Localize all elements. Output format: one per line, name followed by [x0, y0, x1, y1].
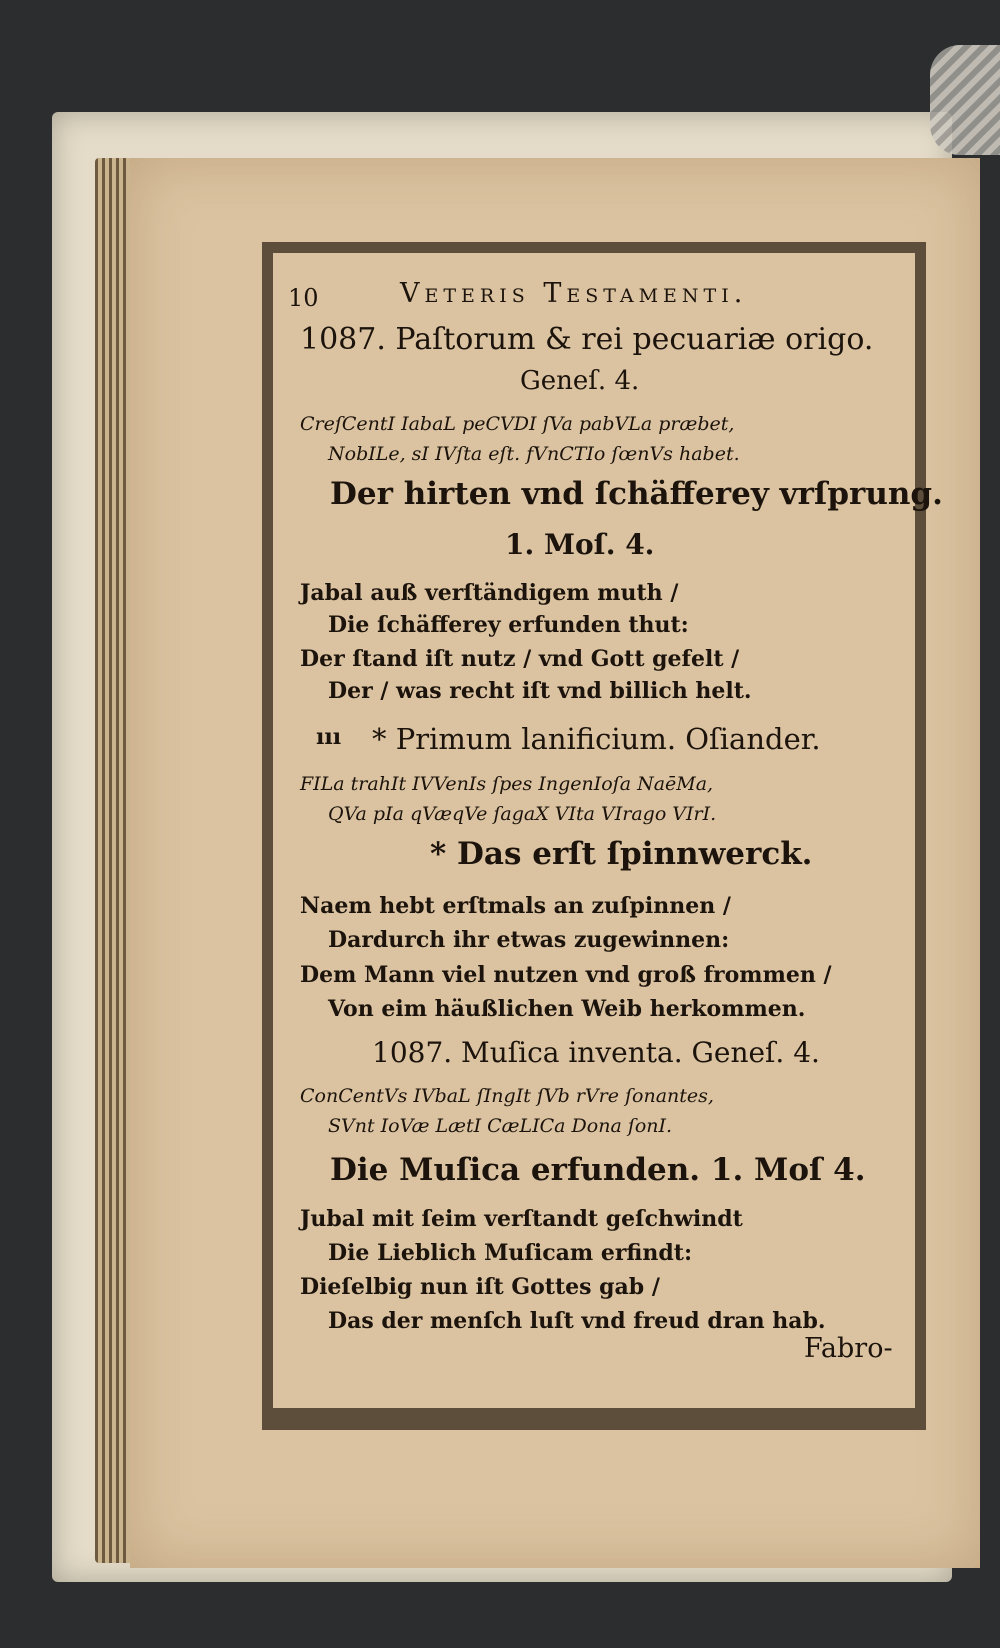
section1-verse-1: Jabal auß verſtändigem muth / [300, 580, 679, 606]
section3-heading: 1087. Muſica inventa. Geneſ. 4. [372, 1036, 820, 1069]
section1-heading: 1087. Paſtorum & rei pecuariæ origo. [300, 322, 874, 357]
section2-chronogram-1: FILa trahIt IVVenIs ſpes IngenIoſa NaēMa, [300, 773, 714, 795]
section2-verse-4: Von eim häußlichen Weib herkommen. [328, 996, 806, 1022]
section3-verse-3: Dieſelbig nun iſt Gottes gab / [300, 1274, 660, 1300]
section3-chronogram-1: ConCentVs IVbaL ſIngIt ſVb rVre ſonantes, [300, 1085, 714, 1107]
section1-verse-4: Der / was recht iſt vnd billich helt. [328, 678, 752, 704]
section1-german-title: Der hirten vnd ſchäfferey vrſprung. [330, 476, 943, 512]
section1-verse-2: Die ſchäfferey erfunden thut: [328, 612, 689, 638]
section2-verse-3: Dem Mann viel nutzen vnd groß frommen / [300, 962, 832, 988]
section1-verse-3: Der ſtand iſt nutz / vnd Gott gefelt / [300, 646, 740, 672]
section2-verse-2: Dardurch ihr etwas zugewinnen: [328, 927, 730, 953]
section2-verse-1: Naem hebt erſtmals an zuſpinnen / [300, 893, 731, 919]
section3-verse-4: Das der menſch luſt vnd freud dran hab. [328, 1308, 826, 1334]
running-head: Veteris Testamenti. [400, 278, 748, 309]
section1-ref: Geneſ. 4. [520, 366, 640, 396]
section3-verse-1: Jubal mit ſeim verſtandt geſchwindt [300, 1206, 743, 1232]
section3-verse-2: Die Lieblich Muſicam erfindt: [328, 1240, 693, 1266]
section1-chronogram-1: CreſCentI IabaL peCVDI ſVa pabVLa præbet, [300, 413, 735, 435]
section2-marker: ııı [316, 724, 342, 750]
page-number: 10 [288, 284, 319, 312]
catchword: Fabro- [804, 1333, 893, 1364]
bookmark-ribbon [930, 45, 1000, 155]
section3-chronogram-2: SVnt IoVæ LætI CæLICa Dona ſonI. [328, 1115, 673, 1137]
section1-german-ref: 1. Moſ. 4. [505, 528, 655, 561]
section2-chronogram-2: QVa pIa qVæqVe ſagaX VIta VIrago VIrI. [328, 803, 717, 825]
section2-german-title: * Das erſt ſpinnwerck. [430, 836, 813, 872]
section2-heading: * Primum lanificium. Oſiander. [372, 722, 821, 756]
section3-german-title: Die Muſica erfunden. 1. Moſ 4. [330, 1152, 866, 1188]
section1-chronogram-2: NobILe, sI IVſta eſt. fVnCTIo ſœnVs habet. [328, 443, 740, 465]
